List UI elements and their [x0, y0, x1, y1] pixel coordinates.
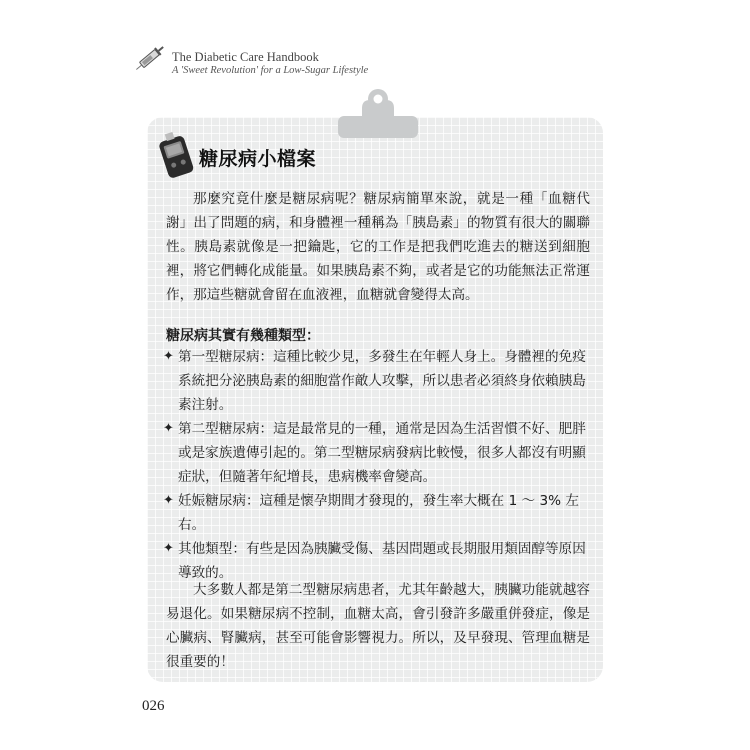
star-bullet-icon: ✦	[163, 493, 174, 508]
list-item-text: 第一型糖尿病：這種比較少見，多發生在年輕人身上。身體裡的免疫系統把分泌胰島素的細胞當作敵人攻擊，所以患者必須終身依賴胰島素注射。	[178, 349, 586, 413]
info-box-title: 糖尿病小檔案	[199, 148, 317, 170]
list-item-text: 其他類型：有些是因為胰臟受傷、基因問題或長期服用類固醇等原因導致的。	[178, 541, 586, 581]
list-item	[163, 489, 595, 537]
glucose-meter-icon	[157, 132, 195, 180]
types-list	[163, 345, 595, 585]
list-item-text: 妊娠糖尿病：這種是懷孕期間才發現的，發生率大概在 1 ～ 3% 左右。	[178, 493, 579, 533]
star-bullet-icon: ✦	[163, 541, 174, 556]
list-item	[163, 417, 595, 489]
page-number: 026	[142, 698, 165, 714]
types-heading: 糖尿病其實有幾種類型：	[166, 328, 320, 344]
list-item	[163, 345, 595, 417]
star-bullet-icon: ✦	[163, 349, 174, 364]
header-subtitle: A 'Sweet Revolution' for a Low-Sugar Lifestyle	[172, 65, 369, 76]
syringe-icon	[134, 40, 170, 74]
info-box-header	[157, 128, 457, 184]
intro-paragraph: 那麼究竟什麼是糖尿病呢？糖尿病簡單來說，就是一種「血糖代謝」出了問題的病，和身體裡一種稱為「胰島素」的物質有很大的關聯性。胰島素就像是一把鑰匙，它的工作是把我們吃進去的糖送到細胞裡，將它們轉化成能量。如果胰島素不夠，或者是它的功能無法正常運作，那這些糖就會留在血液裡，血糖就會變得太高。	[166, 191, 590, 303]
closing-paragraph: 大多數人都是第二型糖尿病患者，尤其年齡越大，胰臟功能就越容易退化。如果糖尿病不控制，血糖太高，會引發許多嚴重併發症，像是心臟病、腎臟病，甚至可能會影響視力。所以，及早發現、管理血糖是很重要的！	[166, 582, 590, 670]
header-title: The Diabetic Care Handbook	[172, 50, 319, 64]
star-bullet-icon: ✦	[163, 421, 174, 436]
running-header	[134, 40, 454, 80]
list-item-text: 第二型糖尿病：這是最常見的一種，通常是因為生活習慣不好、肥胖或是家族遺傳引起的。第二型糖尿病發病比較慢，很多人都沒有明顯症狀，但隨著年紀增長，患病機率會變高。	[178, 421, 586, 485]
